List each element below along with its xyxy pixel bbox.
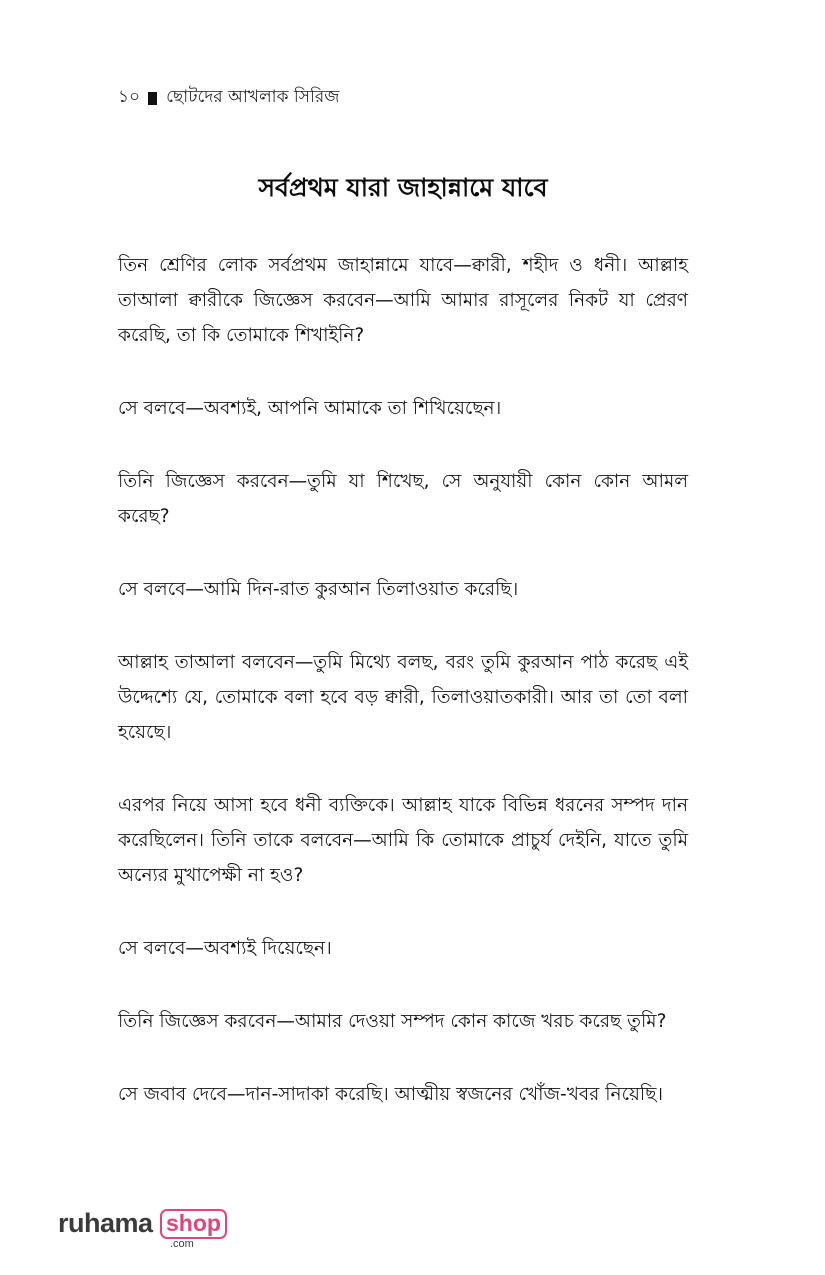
paragraph: তিনি জিজ্ঞেস করবেন—আমার দেওয়া সম্পদ কোন কাজে খরচ করেছ তুমি? [118, 1011, 667, 1032]
body-text [118, 248, 688, 1150]
paragraph: সে বলবে—অবশ্যই দিয়েছেন। [118, 938, 332, 959]
paragraph: তিনি জিজ্ঞেস করবেন—তুমি যা শিখেছ, সে অনুযায়ী কোন কোন আমল করেছ? [118, 471, 688, 527]
watermark-domain: .com [170, 1238, 194, 1250]
watermark-brand-left: ruhama [58, 1208, 153, 1238]
paragraph: সে জবাব দেবে—দান-সাদাকা করেছি। আত্মীয় স্বজনের খোঁজ-খবর নিয়েছি। [118, 1084, 664, 1105]
paragraph: এরপর নিয়ে আসা হবে ধনী ব্যক্তিকে। আল্লাহ যাকে বিভিন্ন ধরনের সম্পদ দান করেছিলেন। তিনি তাকে বলবেন—আমি কি তোমাকে প্রাচুর্য দেইনি, যাতে তুমি অন্যের মুখাপেক্ষী না হও? [118, 795, 688, 886]
running-header [118, 84, 339, 112]
watermark-brand-box: shop [160, 1209, 227, 1239]
paragraph: সে বলবে—আমি দিন-রাত কুরআন তিলাওয়াত করেছি। [118, 579, 519, 600]
chapter-title: সর্বপ্রথম যারা জাহান্নামে যাবে [258, 173, 548, 202]
paragraph: তিন শ্রেণির লোক সর্বপ্রথম জাহান্নামে যাবে—ক্বারী, শহীদ ও ধনী। আল্লাহ তাআলা ক্বারীকে জিজ্ঞেস করবেন—আমি আমার রাসূলের নিকট যা প্রেরণ করেছি, তা কি তোমাকে শিখাইনি? [118, 255, 688, 346]
paragraph: আল্লাহ তাআলা বলবেন—তুমি মিথ্যে বলছ, বরং তুমি কুরআন পাঠ করেছ এই উদ্দেশ্যে যে, তোমাকে বলা হবে বড় ক্বারী, তিলাওয়াতকারী। আর তা তো বলা হয়েছে। [118, 652, 688, 743]
series-title: ছোটদের আখলাক সিরিজ [166, 87, 340, 107]
paragraph: সে বলবে—অবশ্যই, আপনি আমাকে তা শিখিয়েছেন। [118, 398, 502, 419]
page-number: ১০ [118, 87, 141, 107]
square-bullet-icon [148, 92, 157, 105]
